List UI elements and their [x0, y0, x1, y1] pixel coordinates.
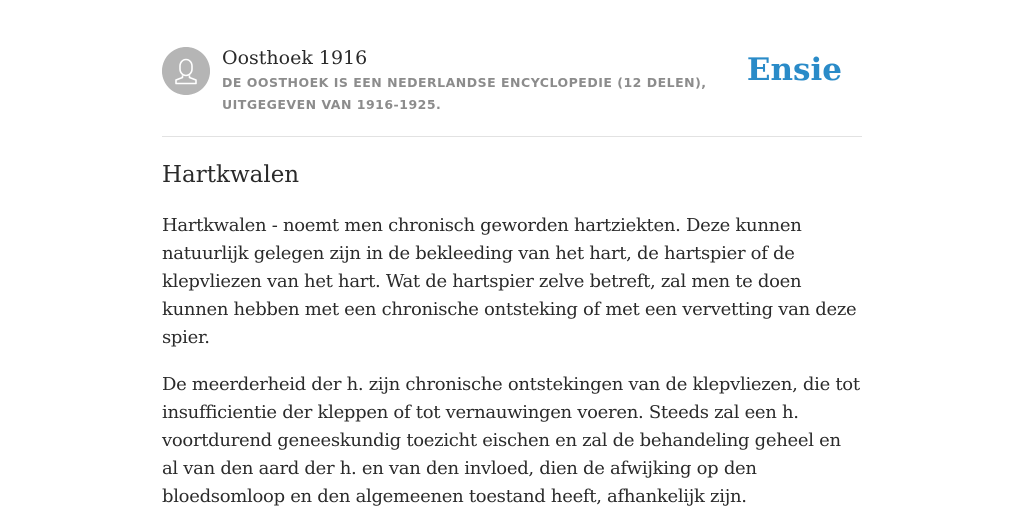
article-paragraph: De meerderheid der h. zijn chronische ontstekingen van de klepvliezen, die tot insufficientie der kleppen of tot vernauwingen voeren. Steeds zal een h. voortdurend geneeskundig toezicht eischen en zal de behandeling geheel en al van den aard der h. en van den invloed, dien de afwijking op den bloedsomloop en den algemeenen toestand heeft, afhankelijk zijn.	[162, 374, 860, 507]
source-title[interactable]: Oosthoek 1916	[222, 47, 368, 69]
brand-logo[interactable]: Ensie	[746, 52, 842, 88]
article-title: Hartkwalen	[162, 162, 300, 188]
article-paragraph: Hartkwalen - noemt men chronisch geworden hartziekten. Deze kunnen natuurlijk gelegen zijn in de bekleeding van het hart, de hartspier of de klepvliezen van het hart. Wat de hartspier zelve betreft, zal men te doen kunnen hebben met een chronische ontsteking of met een vervetting van deze spier.	[162, 215, 857, 348]
page	[162, 0, 862, 507]
source-header	[162, 0, 862, 137]
user-icon	[162, 47, 210, 95]
source-description: DE OOSTHOEK IS EEN NEDERLANDSE ENCYCLOPEDIE (12 DELEN), UITGEGEVEN VAN 1916-1925.	[222, 75, 707, 112]
avatar[interactable]	[162, 47, 210, 95]
article-body	[162, 212, 862, 530]
